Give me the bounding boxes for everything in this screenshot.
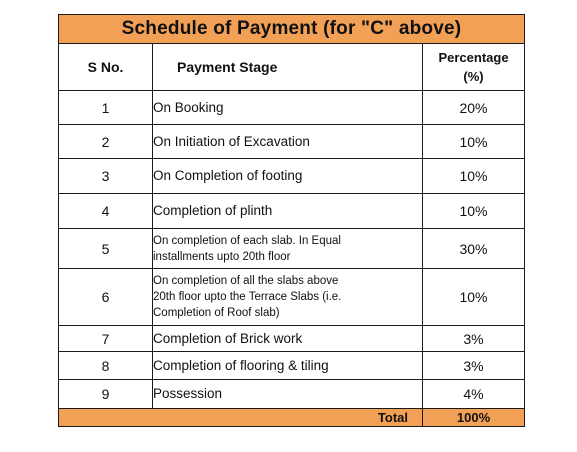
table-row	[59, 352, 525, 380]
row-sno: 2	[59, 125, 153, 159]
table-row	[59, 91, 525, 125]
row-stage-line: installments upto 20th floor	[153, 250, 291, 263]
payment-schedule-sheet	[58, 14, 524, 427]
row-stage: Completion of Brick work	[153, 326, 423, 352]
total-label: Total	[59, 409, 423, 427]
table-row	[59, 194, 525, 229]
row-percentage: 20%	[423, 91, 525, 125]
header-percentage	[423, 44, 525, 91]
header-row	[59, 44, 525, 91]
table-row	[59, 380, 525, 409]
row-percentage: 30%	[423, 229, 525, 269]
header-payment-stage: Payment Stage	[153, 44, 423, 91]
row-stage-line: On completion of each slab. In Equal	[153, 234, 341, 247]
row-stage-line: On completion of all the slabs above	[153, 275, 339, 287]
row-sno: 8	[59, 352, 153, 380]
row-percentage: 3%	[423, 326, 525, 352]
row-percentage: 4%	[423, 380, 525, 409]
row-stage: Possession	[153, 380, 423, 409]
row-percentage: 10%	[423, 269, 525, 326]
table-row	[59, 269, 525, 326]
row-stage	[153, 269, 423, 326]
table-row	[59, 159, 525, 194]
title-row	[59, 15, 525, 44]
row-stage: On Completion of footing	[153, 159, 423, 194]
row-sno: 5	[59, 229, 153, 269]
row-sno: 7	[59, 326, 153, 352]
row-percentage: 10%	[423, 159, 525, 194]
header-sno: S No.	[59, 44, 153, 91]
row-sno: 4	[59, 194, 153, 229]
row-percentage: 10%	[423, 125, 525, 159]
row-sno: 1	[59, 91, 153, 125]
row-stage-line: Completion of Roof slab)	[153, 307, 280, 319]
row-stage: On Initiation of Excavation	[153, 125, 423, 159]
row-sno: 3	[59, 159, 153, 194]
table-row	[59, 326, 525, 352]
table-row	[59, 229, 525, 269]
row-stage: Completion of plinth	[153, 194, 423, 229]
table-title: Schedule of Payment (for "C" above)	[59, 15, 525, 44]
row-sno: 6	[59, 269, 153, 326]
header-percentage-label: Percentage	[438, 50, 509, 65]
row-sno: 9	[59, 380, 153, 409]
total-row	[59, 409, 525, 427]
payment-schedule-table	[58, 14, 525, 427]
table-row	[59, 125, 525, 159]
total-value: 100%	[423, 409, 525, 427]
row-stage: On Booking	[153, 91, 423, 125]
row-percentage: 10%	[423, 194, 525, 229]
row-stage-line: 20th floor upto the Terrace Slabs (i.e.	[153, 291, 342, 303]
row-stage: Completion of flooring & tiling	[153, 352, 423, 380]
header-percentage-unit: (%)	[463, 69, 484, 84]
row-percentage: 3%	[423, 352, 525, 380]
row-stage	[153, 229, 423, 269]
